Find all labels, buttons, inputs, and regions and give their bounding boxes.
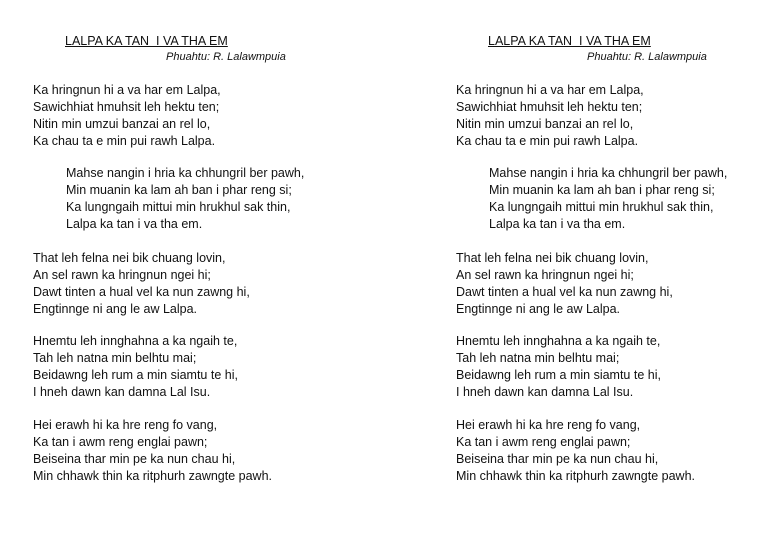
stanza-4 [33, 417, 272, 485]
poem-line: That leh felna nei bik chuang lovin, [33, 251, 226, 265]
poem-line: Tah leh natna min belhtu mai; [456, 350, 620, 365]
poem-line: That leh felna nei bik chuang lovin, [456, 251, 649, 265]
poem-line: Hei erawh hi ka hre reng fo vang, [456, 418, 641, 432]
poem-line: Min chhawk thin ka ritphurh zawngte pawh. [33, 468, 273, 483]
stanza-chorus [66, 165, 304, 233]
poem-line: Min muanin ka lam ah ban i phar reng si; [489, 182, 715, 197]
poem-line: I hneh dawn kan damna Lal Isu. [33, 384, 211, 399]
poem-line: Min chhawk thin ka ritphurh zawngte pawh. [456, 468, 696, 483]
poem-line: Ka hringnun hi a va har em Lalpa, [33, 83, 221, 97]
poem-line: An sel rawn ka hringnun ngei hi; [33, 267, 211, 282]
poem-line: Beiseina thar min pe ka nun chau hi, [33, 451, 236, 466]
stanza-3 [456, 333, 661, 401]
poem-line: I hneh dawn kan damna Lal Isu. [456, 384, 634, 399]
poem-title: LALPA KA TAN I VA THA EM [65, 34, 228, 48]
poem-line: Engtinnge ni ang le aw Lalpa. [456, 301, 621, 316]
stanza-3 [33, 333, 238, 401]
poem-author: Phuahtu: R. Lalawmpuia [166, 51, 286, 63]
poem-line: Ka lungngaih mittui min hrukhul sak thin, [489, 199, 714, 214]
page-right [384, 0, 768, 543]
poem-line: Min muanin ka lam ah ban i phar reng si; [66, 182, 292, 197]
poem-line: Hnemtu leh innghahna a ka ngaih te, [456, 334, 661, 348]
stanza-chorus [489, 165, 727, 233]
poem-line: Beidawng leh rum a min siamtu te hi, [33, 367, 238, 382]
poem-line: Ka tan i awm reng englai pawn; [456, 434, 631, 449]
poem-line: Ka chau ta e min pui rawh Lalpa. [33, 133, 216, 148]
poem-line: Mahse nangin i hria ka chhungril ber pawh, [66, 166, 305, 180]
poem-author: Phuahtu: R. Lalawmpuia [587, 51, 707, 63]
stanza-2 [33, 250, 250, 318]
poem-line: Ka hringnun hi a va har em Lalpa, [456, 83, 644, 97]
poem-line: Beidawng leh rum a min siamtu te hi, [456, 367, 661, 382]
poem-line: Lalpa ka tan i va tha em. [66, 216, 203, 231]
poem-line: Dawt tinten a hual vel ka nun zawng hi, [33, 284, 250, 299]
poem-line: Lalpa ka tan i va tha em. [489, 216, 626, 231]
poem-line: An sel rawn ka hringnun ngei hi; [456, 267, 634, 282]
poem-line: Hei erawh hi ka hre reng fo vang, [33, 418, 218, 432]
poem-line: Ka lungngaih mittui min hrukhul sak thin, [66, 199, 291, 214]
poem-line: Ka chau ta e min pui rawh Lalpa. [456, 133, 639, 148]
poem-line: Sawichhiat hmuhsit leh hektu ten; [456, 99, 643, 114]
poem-line: Engtinnge ni ang le aw Lalpa. [33, 301, 198, 316]
poem-line: Sawichhiat hmuhsit leh hektu ten; [33, 99, 220, 114]
poem-line: Nitin min umzui banzai an rel lo, [456, 116, 634, 131]
poem-line: Mahse nangin i hria ka chhungril ber pawh, [489, 166, 728, 180]
stanza-1 [33, 82, 221, 150]
stanza-4 [456, 417, 695, 485]
poem-line: Dawt tinten a hual vel ka nun zawng hi, [456, 284, 673, 299]
stanza-1 [456, 82, 644, 150]
poem-title: LALPA KA TAN I VA THA EM [488, 34, 651, 48]
poem-line: Hnemtu leh innghahna a ka ngaih te, [33, 334, 238, 348]
stanza-2 [456, 250, 673, 318]
poem-line: Ka tan i awm reng englai pawn; [33, 434, 208, 449]
poem-line: Beiseina thar min pe ka nun chau hi, [456, 451, 659, 466]
poem-line: Tah leh natna min belhtu mai; [33, 350, 197, 365]
poem-line: Nitin min umzui banzai an rel lo, [33, 116, 211, 131]
